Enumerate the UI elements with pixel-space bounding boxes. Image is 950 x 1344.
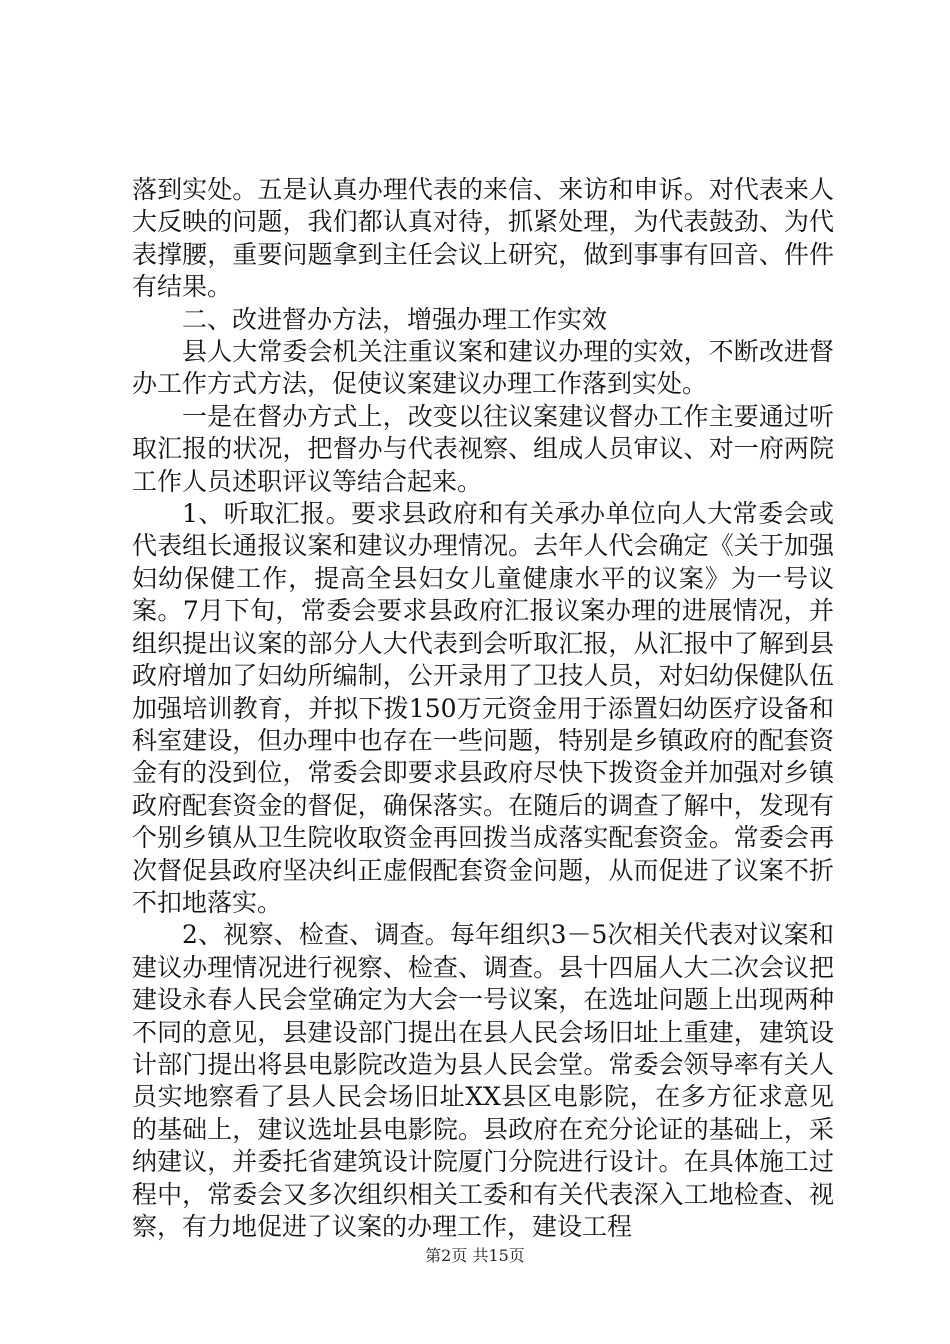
paragraph: 县人大常委会机关注重议案和建议办理的实效，不断改进督办工作方式方法，促使议案建议办理工作落到实处。 (132, 337, 834, 399)
paragraph-continuation: 落到实处。五是认真办理代表的来信、来访和申诉。对代表来人大反映的问题，我们都认真对待，抓紧处理，为代表鼓劲、为代表撑腰，重要问题拿到主任会议上研究，做到事事有回音、件件有结果。 (132, 175, 834, 302)
paragraph: 2、视察、检查、调查。每年组织3－5次相关代表对议案和建议办理情况进行视察、检查、调查。县十四届人大二次会议把建设永春人民会堂确定为大会一号议案，在选址问题上出现两种不同的意见，县建设部门提出在县人民会场旧址上重建，建筑设计部门提出将县电影院改造为县人民会堂。常委会领导率有关人员实地察看了县人民会场旧址XX县区电影院，在多方征求意见的基础上，建议选址县电影院。县政府在充分论证的基础上，采纳建议，并委托省建筑设计院厦门分院进行设计。在具体施工过程中，常委会又多次组织相关工委和有关代表深入工地检查、视察，有力地促进了议案的办理工作，建设工程 (132, 920, 834, 1241)
section-heading: 二、改进督办方法，增强办理工作实效 (182, 304, 608, 334)
document-body (132, 174, 834, 1243)
paragraph: 1、听取汇报。要求县政府和有关承办单位向人大常委会或代表组长通报议案和建议办理情况。去年人代会确定《关于加强妇幼保健工作，提高全县妇女儿童健康水平的议案》为一号议案。7月下旬，常委会要求县政府汇报议案办理的进展情况，并组织提出议案的部分人大代表到会听取汇报，从汇报中了解到县政府增加了妇幼所编制，公开录用了卫技人员，对妇幼保健队伍加强培训教育，并拟下拨150万元资金用于添置妇幼医疗设备和科室建设，但办理中也存在一些问题，特别是乡镇政府的配套资金有的没到位，常委会即要求县政府尽快下拨资金并加强对乡镇政府配套资金的督促，确保落实。在随后的调查了解中，发现有个别乡镇从卫生院收取资金再回拨当成落实配套资金。常委会再次督促县政府坚决纠正虚假配套资金问题，从而促进了议案不折不扣地落实。 (132, 499, 834, 917)
paragraph: 一是在督办方式上，改变以往议案建议督办工作主要通过听取汇报的状况，把督办与代表视察、组成人员审议、对一府两院工作人员述职评议等结合起来。 (132, 401, 834, 496)
page-number-footer: 第2页 共15页 (425, 1246, 525, 1265)
